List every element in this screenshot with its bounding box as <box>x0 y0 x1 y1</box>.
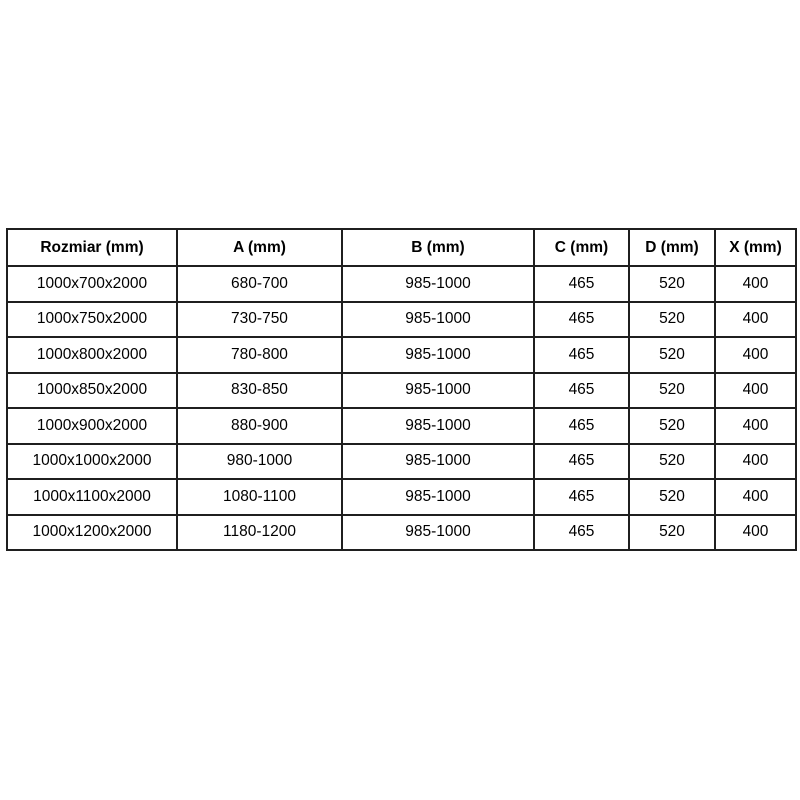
table-row <box>7 408 796 444</box>
cell-a: 680-700 <box>177 266 342 302</box>
cell-d: 520 <box>629 373 715 409</box>
cell-a: 1080-1100 <box>177 479 342 515</box>
cell-x: 400 <box>715 444 796 480</box>
table-row <box>7 444 796 480</box>
cell-rozmiar: 1000x1000x2000 <box>7 444 177 480</box>
cell-b: 985-1000 <box>342 444 534 480</box>
cell-rozmiar: 1000x1200x2000 <box>7 515 177 551</box>
cell-a: 780-800 <box>177 337 342 373</box>
cell-d: 520 <box>629 337 715 373</box>
table-row <box>7 373 796 409</box>
table-row <box>7 266 796 302</box>
cell-b: 985-1000 <box>342 373 534 409</box>
cell-b: 985-1000 <box>342 302 534 338</box>
cell-b: 985-1000 <box>342 479 534 515</box>
cell-x: 400 <box>715 373 796 409</box>
col-header-c: C (mm) <box>534 229 629 266</box>
cell-a: 880-900 <box>177 408 342 444</box>
cell-b: 985-1000 <box>342 337 534 373</box>
cell-rozmiar: 1000x850x2000 <box>7 373 177 409</box>
cell-rozmiar: 1000x1100x2000 <box>7 479 177 515</box>
cell-d: 520 <box>629 302 715 338</box>
cell-c: 465 <box>534 444 629 480</box>
cell-x: 400 <box>715 337 796 373</box>
cell-x: 400 <box>715 479 796 515</box>
cell-d: 520 <box>629 266 715 302</box>
cell-c: 465 <box>534 515 629 551</box>
cell-x: 400 <box>715 408 796 444</box>
cell-c: 465 <box>534 479 629 515</box>
cell-d: 520 <box>629 408 715 444</box>
cell-rozmiar: 1000x750x2000 <box>7 302 177 338</box>
col-header-a: A (mm) <box>177 229 342 266</box>
table-row <box>7 479 796 515</box>
cell-b: 985-1000 <box>342 408 534 444</box>
cell-rozmiar: 1000x700x2000 <box>7 266 177 302</box>
table-row <box>7 515 796 551</box>
col-header-d: D (mm) <box>629 229 715 266</box>
cell-a: 730-750 <box>177 302 342 338</box>
col-header-x: X (mm) <box>715 229 796 266</box>
cell-d: 520 <box>629 515 715 551</box>
cell-b: 985-1000 <box>342 266 534 302</box>
cell-d: 520 <box>629 479 715 515</box>
table-row <box>7 337 796 373</box>
cell-x: 400 <box>715 266 796 302</box>
cell-c: 465 <box>534 302 629 338</box>
cell-x: 400 <box>715 515 796 551</box>
cell-c: 465 <box>534 337 629 373</box>
cell-rozmiar: 1000x900x2000 <box>7 408 177 444</box>
cell-a: 980-1000 <box>177 444 342 480</box>
cell-b: 985-1000 <box>342 515 534 551</box>
col-header-b: B (mm) <box>342 229 534 266</box>
cell-x: 400 <box>715 302 796 338</box>
dimensions-table <box>6 228 797 551</box>
cell-a: 1180-1200 <box>177 515 342 551</box>
table-row <box>7 302 796 338</box>
cell-c: 465 <box>534 266 629 302</box>
cell-d: 520 <box>629 444 715 480</box>
cell-a: 830-850 <box>177 373 342 409</box>
cell-rozmiar: 1000x800x2000 <box>7 337 177 373</box>
cell-c: 465 <box>534 373 629 409</box>
cell-c: 465 <box>534 408 629 444</box>
col-header-rozmiar: Rozmiar (mm) <box>7 229 177 266</box>
table-header-row <box>7 229 796 266</box>
